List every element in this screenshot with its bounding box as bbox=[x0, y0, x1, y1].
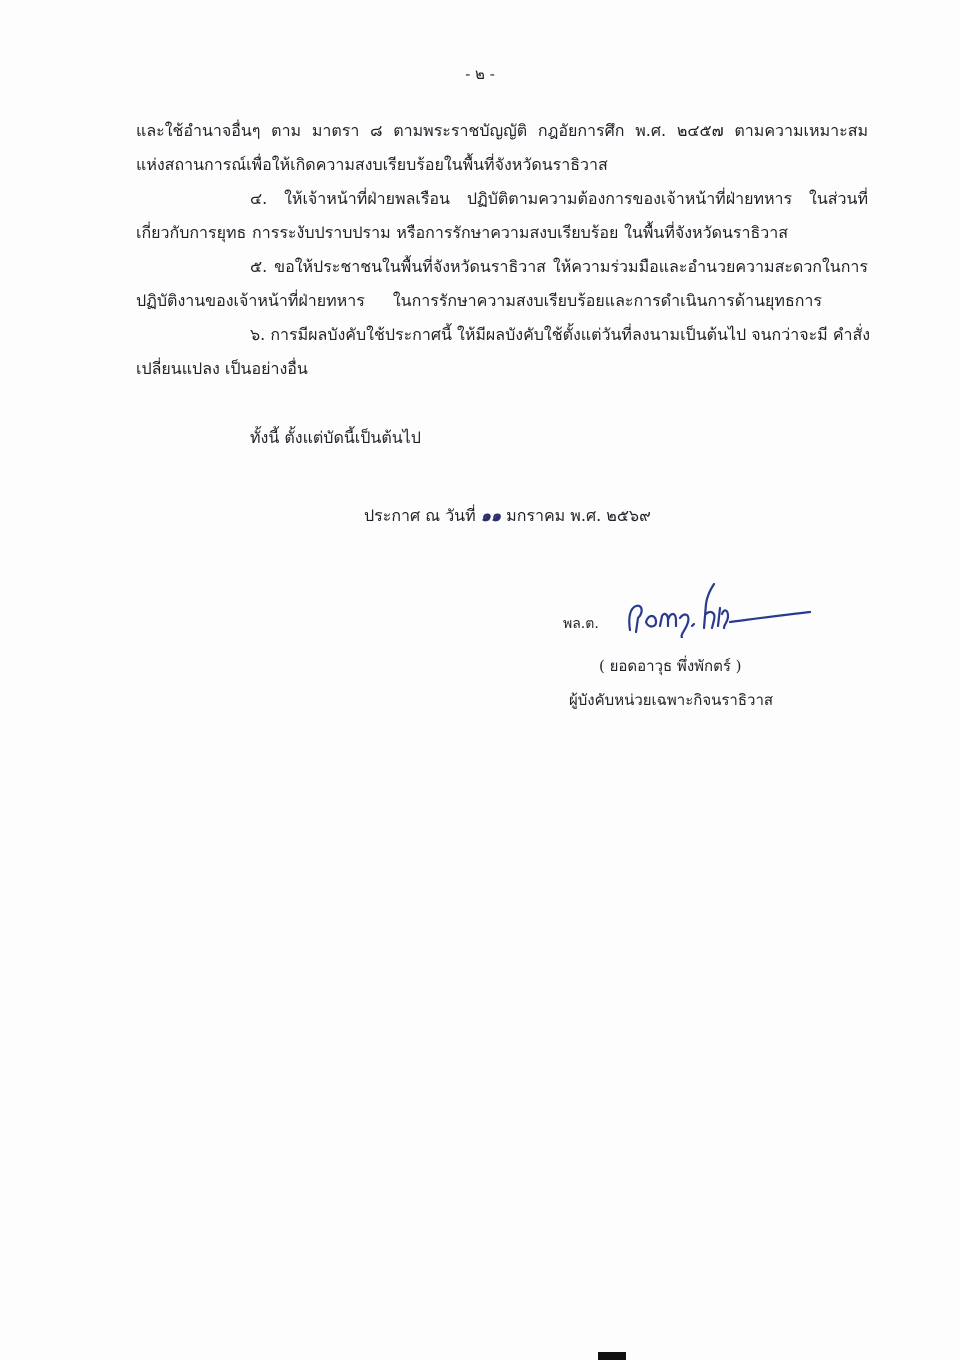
paragraph-4-line-2: เกี่ยวกับการยุทธ การระงับปราบปราม หรือการรักษาความสงบเรียบร้อย ในพื้นที่จังหวัดนราธิวาส bbox=[136, 223, 788, 242]
paragraph-4-line-1: ๔. ให้เจ้าหน้าที่ฝ่ายพลเรือน ปฏิบัติตามความต้องการของเจ้าหน้าที่ฝ่ายทหาร ในส่วนที่ bbox=[250, 189, 868, 208]
paragraph-6-line-1: ๖. การมีผลบังคับใช้ประกาศนี้ ให้มีผลบังคับใช้ตั้งแต่วันที่ลงนามเป็นต้นไป จนกว่าจะมี คำสั่ง bbox=[250, 325, 871, 344]
handwritten-signature bbox=[624, 578, 814, 638]
signatory-position: ผู้บังคับหน่วยเฉพาะกิจนราธิวาส bbox=[569, 691, 774, 709]
date-month-year: มกราคม พ.ศ. ๒๕๖๙ bbox=[506, 506, 651, 525]
signatory-name: ( ยอดอาวุธ พึ่งพักตร์ ) bbox=[599, 657, 742, 675]
page-edge-mark bbox=[598, 1352, 626, 1360]
paragraph-3-continuation-line-2: แห่งสถานการณ์เพื่อให้เกิดความสงบเรียบร้อยในพื้นที่จังหวัดนราธิวาส bbox=[136, 155, 608, 174]
paragraph-6-line-2: เปลี่ยนแปลง เป็นอย่างอื่น bbox=[136, 359, 308, 378]
announcement-date bbox=[364, 506, 651, 526]
paragraph-5-line-2: ปฏิบัติงานของเจ้าหน้าที่ฝ่ายทหาร ในการรักษาความสงบเรียบร้อยและการดำเนินการด้านยุทธการ bbox=[136, 291, 822, 310]
closing-statement: ทั้งนี้ ตั้งแต่บัดนี้เป็นต้นไป bbox=[250, 428, 421, 447]
date-prefix: ประกาศ ณ วันที่ bbox=[364, 506, 476, 525]
signatory-rank: พล.ต. bbox=[563, 616, 599, 632]
date-day: ๑๑ bbox=[480, 506, 502, 525]
page-number: - ๒ - bbox=[465, 65, 495, 83]
paragraph-3-continuation-line-1: และใช้อำนาจอื่นๆ ตาม มาตรา ๘ ตามพระราชบัญญัติ กฎอัยการศึก พ.ศ. ๒๔๕๗ ตามความเหมาะสม bbox=[136, 121, 868, 140]
paragraph-5-line-1: ๕. ขอให้ประชาชนในพื้นที่จังหวัดนราธิวาส ให้ความร่วมมือและอำนวยความสะดวกในการ bbox=[250, 257, 868, 276]
